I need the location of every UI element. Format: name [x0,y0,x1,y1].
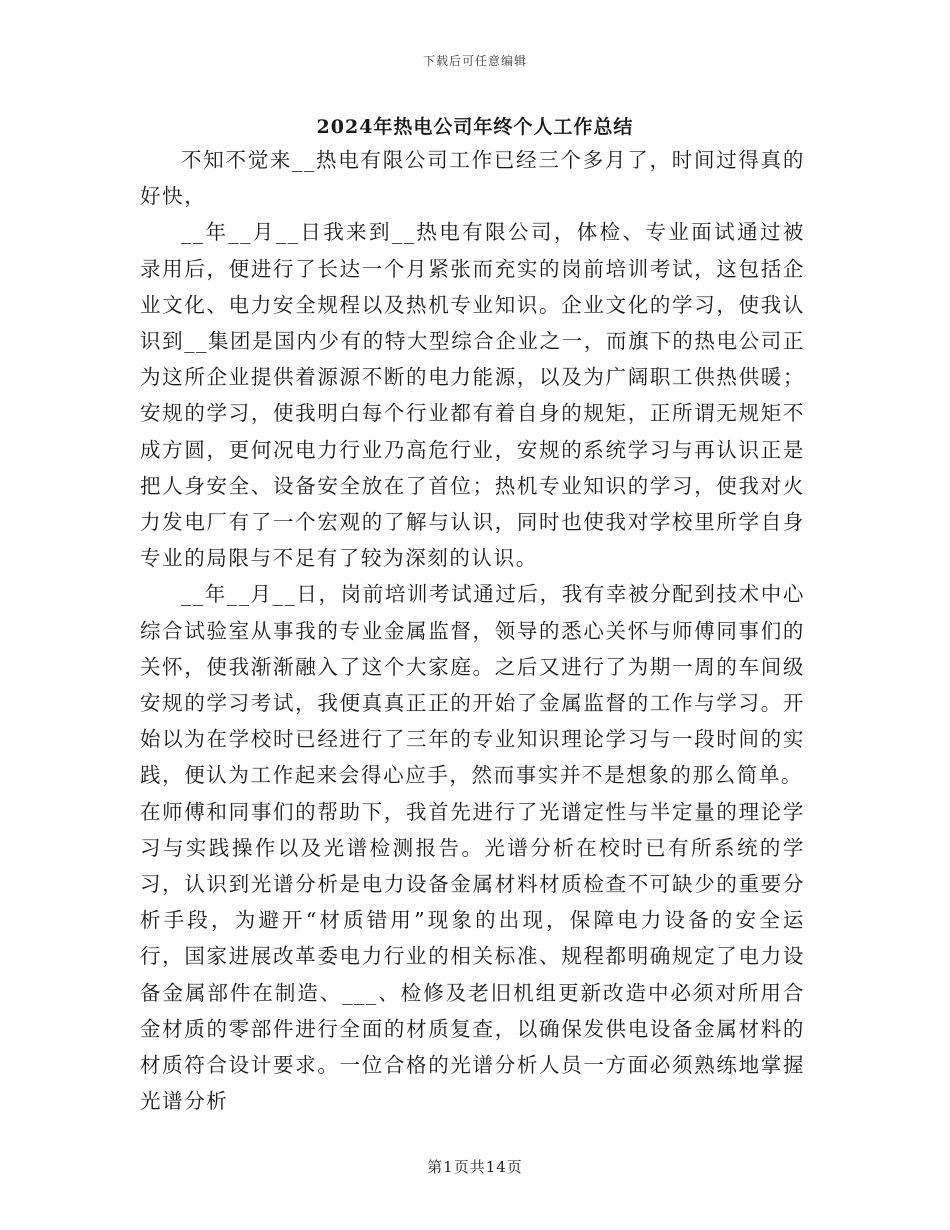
paragraph-3: __年__月__日，岗前培训考试通过后，我有幸被分配到技术中心综合试验室从事我的专业金属监督，领导的悉心关怀与师傅同事们的关怀，使我渐渐融入了这个大家庭。之后又进行了为期一周的车间级安规的学习考试，我便真真正正的开始了金属监督的工作与学习。开始以为在学校时已经进行了三年的专业知识理论学习与一段时间的实践，便认为工作起来会得心应手，然而事实并不是想象的那么简单。 [140,582,805,788]
paragraph-2: __年__月__日我来到__热电有限公司，体检、专业面试通过被录用后，便进行了长达一个月紧张而充实的岗前培训考试，这包括企业文化、电力安全规程以及热机专业知识。企业文化的学习，使我认识到__集团是国内少有的特大型综合企业之一，而旗下的热电公司正为这所企业提供着源源不断的电力能源，以及为广阔职工供热供暖；安规的学习，使我明白每个行业都有着自身的规矩，正所谓无规矩不成方圆，更何况电力行业乃高危行业，安规的系统学习与再认识正是把人身安全、设备安全放在了首位；热机专业知识的学习，使我对火力发电厂有了一个宏观的了解与认识，同时也使我对学校里所学自身专业的局限与不足有了较为深刻的认识。 [140,220,805,571]
paragraph-1: 不知不觉来__热电有限公司工作已经三个多月了，时间过得真的好快， [140,148,805,209]
document-title: 2024年热电公司年终个人工作总结 [316,116,634,138]
document-body [140,142,805,1119]
header-note: 下载后可任意编辑 [422,54,527,68]
paragraph-4: 在师傅和同事们的帮助下，我首先进行了光谱定性与半定量的理论学习与实践操作以及光谱检测报告。光谱分析在校时已有所系统的学习，认识到光谱分析是电力设备金属材料材质检查不可缺少的重要分析手段，为避开“材质错用”现象的出现，保障电力设备的安全运行，国家进展改革委电力行业的相关标准、规程都明确规定了电力设备金属部件在制造、___、检修及老旧机组更新改造中必须对所用合金材质的零部件进行全面的材质复查，以确保发供电设备金属材料的材质符合设计要求。一位合格的光谱分析人员一方面必须熟练地掌握光谱分析 [140,799,805,1114]
page-number-footer: 第1页共14页 [427,1158,523,1176]
